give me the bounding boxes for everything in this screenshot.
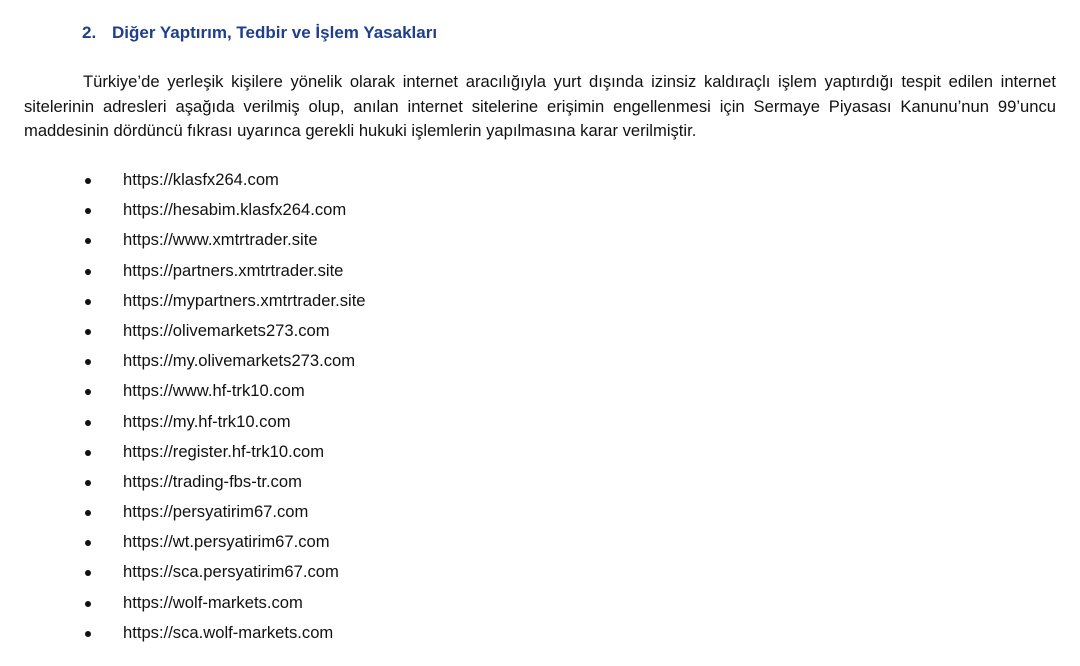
bullet-icon xyxy=(85,178,91,184)
body-paragraph: Türkiye’de yerleşik kişilere yönelik olarak internet aracılığıyla yurt dışında izinsiz kaldıraçlı işlem yaptırdığı tespit edilen internet sitelerinin adresleri aşağıda verilmiş olup, anılan internet sitelerine erişimin engellenmesi için Sermaye Piyasası Kanunu’nun 99’uncu maddesinin dördüncü fıkrası uyarınca gerekli hukuki işlemlerin yapılmasına karar verilmiştir. xyxy=(24,72,1056,140)
url-text: https://trading-fbs-tr.com xyxy=(123,471,302,491)
url-text: https://klasfx264.com xyxy=(123,170,279,189)
url-text: https://wolf-markets.com xyxy=(123,592,303,612)
bullet-icon xyxy=(85,480,91,486)
url-text: https://register.hf-trk10.com xyxy=(123,441,325,461)
url-text: https://sca.persyatirim67.com xyxy=(123,562,339,582)
bullet-icon xyxy=(85,269,91,275)
bullet-icon xyxy=(85,299,91,305)
url-text: https://www.xmtrtrader.site xyxy=(123,230,318,250)
bullet-icon xyxy=(85,510,91,516)
bullet-icon xyxy=(85,540,91,546)
bullet-icon xyxy=(85,238,91,244)
url-text: https://hesabim.klasfx264.com xyxy=(123,200,347,220)
url-text: https://persyatirim67.com xyxy=(123,502,309,522)
url-text: https://my.olivemarkets273.com xyxy=(123,351,356,371)
bullet-icon xyxy=(85,450,91,456)
bullet-icon xyxy=(85,389,91,395)
section-title: Diğer Yaptırım, Tedbir ve İşlem Yasakları xyxy=(112,23,438,42)
url-text: https://www.hf-trk10.com xyxy=(123,381,305,401)
bullet-icon xyxy=(85,570,91,576)
url-text: https://partners.xmtrtrader.site xyxy=(123,260,344,280)
url-text: https://sca.wolf-markets.com xyxy=(123,622,334,642)
url-text: https://my.hf-trk10.com xyxy=(123,411,291,431)
url-text: https://wt.persyatirim67.com xyxy=(123,532,330,552)
section-heading xyxy=(82,22,437,44)
bullet-icon xyxy=(85,631,91,637)
bullet-icon xyxy=(85,329,91,335)
url-text: https://olivemarkets273.com xyxy=(123,320,330,340)
bullet-icon xyxy=(85,359,91,365)
bullet-icon xyxy=(85,208,91,214)
section-number: 2. xyxy=(82,23,97,42)
bullet-icon xyxy=(85,420,91,426)
bullet-icon xyxy=(85,601,91,607)
url-text: https://mypartners.xmtrtrader.site xyxy=(123,290,366,310)
